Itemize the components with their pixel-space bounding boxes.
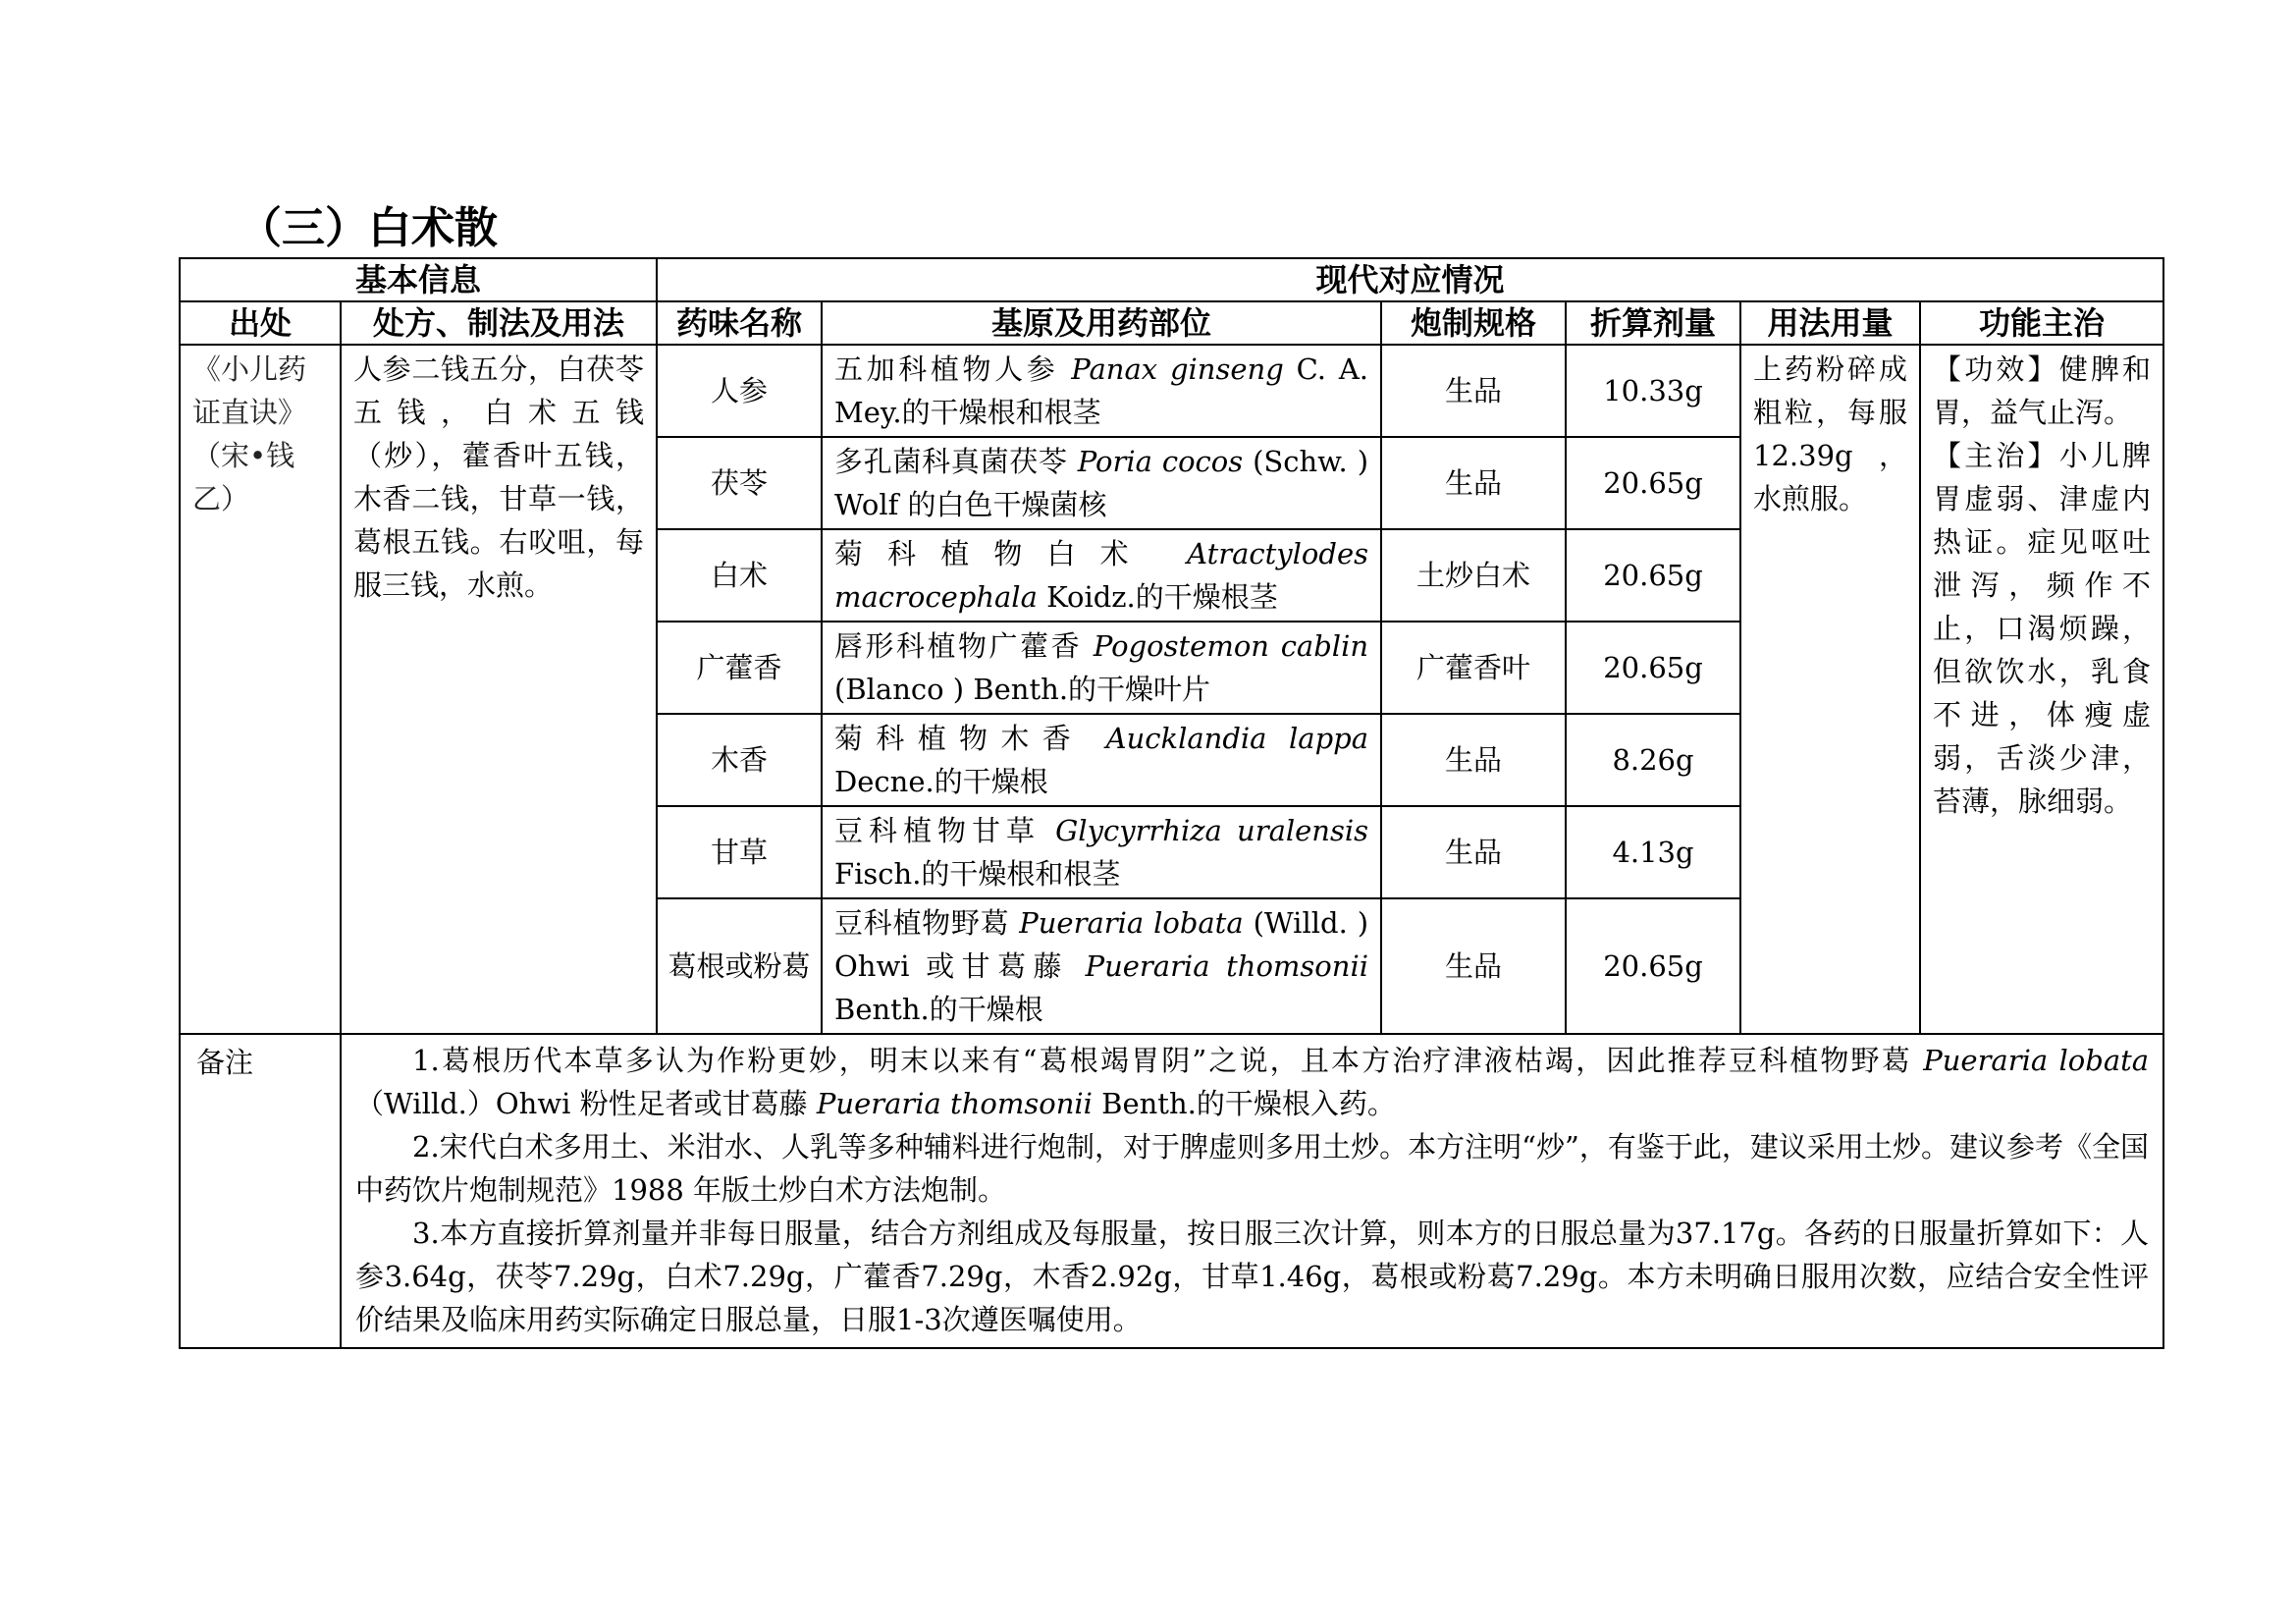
formula-table (179, 257, 2164, 1349)
herb-origin: 豆科植物甘草 Glycyrrhiza uralensis Fisch.的干燥根和根茎 (822, 806, 1381, 898)
page-title: （三）白术散 (239, 203, 498, 253)
usage-cell: 上药粉碎成粗粒，每服12.39g，水煎服。 (1740, 345, 1920, 1034)
herb-processing: 土炒白术 (1381, 529, 1566, 622)
function-indication: 【主治】小儿脾胃虚弱、津虚内热证。症见呕吐泄泻，频作不止，口渴烦躁，但欲饮水，乳食不进，体瘦虚弱，舌淡少津，苔薄，脉细弱。 (1933, 439, 2152, 818)
col-header-processing: 炮制规格 (1381, 301, 1566, 345)
herb-name: 广藿香 (657, 622, 822, 714)
herb-processing: 广藿香叶 (1381, 622, 1566, 714)
function-efficacy: 【功效】健脾和胃，益气止泻。 (1933, 352, 2152, 429)
herb-origin: 唇形科植物广藿香 Pogostemon cablin (Blanco ) Benth.的干燥叶片 (822, 622, 1381, 714)
herb-dose: 10.33g (1566, 345, 1740, 437)
herb-name: 木香 (657, 714, 822, 806)
modern-header: 现代对应情况 (657, 258, 2163, 301)
herb-processing: 生品 (1381, 437, 1566, 529)
herb-processing: 生品 (1381, 714, 1566, 806)
herb-dose: 4.13g (1566, 806, 1740, 898)
herb-dose: 20.65g (1566, 622, 1740, 714)
notes-label: 备注 (180, 1034, 341, 1348)
basic-info-header: 基本信息 (180, 258, 657, 301)
herb-origin: 菊科植物木香 Aucklandia lappa Decne.的干燥根 (822, 714, 1381, 806)
notes-cell (341, 1034, 2163, 1348)
note-3: 3.本方直接折算剂量并非每日服量，结合方剂组成及每服量，按日服三次计算，则本方的日服总量为37.17g。各药的日服量折算如下：人参3.64g，茯苓7.29g，白术7.29g，广藿香7.29g，木香2.92g，甘草1.46g，葛根或粉葛7.29g。本方未明确日服用次数，应结合安全性评价结果及临床用药实际确定日服总量，日服1-3次遵医嘱使用。 (355, 1217, 2150, 1336)
herb-name: 甘草 (657, 806, 822, 898)
herb-processing: 生品 (1381, 898, 1566, 1034)
note-1: 1.葛根历代本草多认为作粉更妙，明末以来有“葛根竭胃阴”之说，且本方治疗津液枯竭，因此推荐豆科植物野葛 Pueraria lobata（Willd.）Ohwi 粉性足者或甘葛藤 Pueraria thomsonii Benth.的干燥根入药。 (355, 1044, 2150, 1120)
col-header-function: 功能主治 (1920, 301, 2163, 345)
herb-dose: 8.26g (1566, 714, 1740, 806)
herb-name: 茯苓 (657, 437, 822, 529)
col-header-usage: 用法用量 (1740, 301, 1920, 345)
herb-name: 白术 (657, 529, 822, 622)
herb-dose: 20.65g (1566, 529, 1740, 622)
col-header-origin: 基原及用药部位 (822, 301, 1381, 345)
herb-dose: 20.65g (1566, 437, 1740, 529)
source-cell: 《小儿药证直诀》（宋•钱乙） (180, 345, 341, 1034)
herb-origin: 豆科植物野葛 Pueraria lobata (Willd. ) Ohwi 或甘葛藤 Pueraria thomsonii Benth.的干燥根 (822, 898, 1381, 1034)
herb-name: 人参 (657, 345, 822, 437)
herb-origin: 五加科植物人参 Panax ginseng C. A. Mey.的干燥根和根茎 (822, 345, 1381, 437)
col-header-prescription: 处方、制法及用法 (341, 301, 657, 345)
herb-name: 葛根或粉葛 (657, 898, 822, 1034)
herb-origin: 多孔菌科真菌茯苓 Poria cocos (Schw. ) Wolf 的白色干燥菌核 (822, 437, 1381, 529)
prescription-cell: 人参二钱五分，白茯苓五钱，白术五钱（炒），藿香叶五钱，木香二钱，甘草一钱，葛根五钱。右㕮咀，每服三钱，水煎。 (341, 345, 657, 1034)
herb-origin: 菊科植物白术 Atractylodes macrocephala Koidz.的干燥根茎 (822, 529, 1381, 622)
herb-dose: 20.65g (1566, 898, 1740, 1034)
col-header-source: 出处 (180, 301, 341, 345)
function-cell (1920, 345, 2163, 1034)
herb-processing: 生品 (1381, 806, 1566, 898)
herb-processing: 生品 (1381, 345, 1566, 437)
note-2: 2.宋代白术多用土、米泔水、人乳等多种辅料进行炮制，对于脾虚则多用土炒。本方注明“炒”，有鉴于此，建议采用土炒。建议参考《全国中药饮片炮制规范》1988 年版土炒白术方法炮制。 (355, 1130, 2150, 1207)
col-header-dose: 折算剂量 (1566, 301, 1740, 345)
col-header-herb: 药味名称 (657, 301, 822, 345)
